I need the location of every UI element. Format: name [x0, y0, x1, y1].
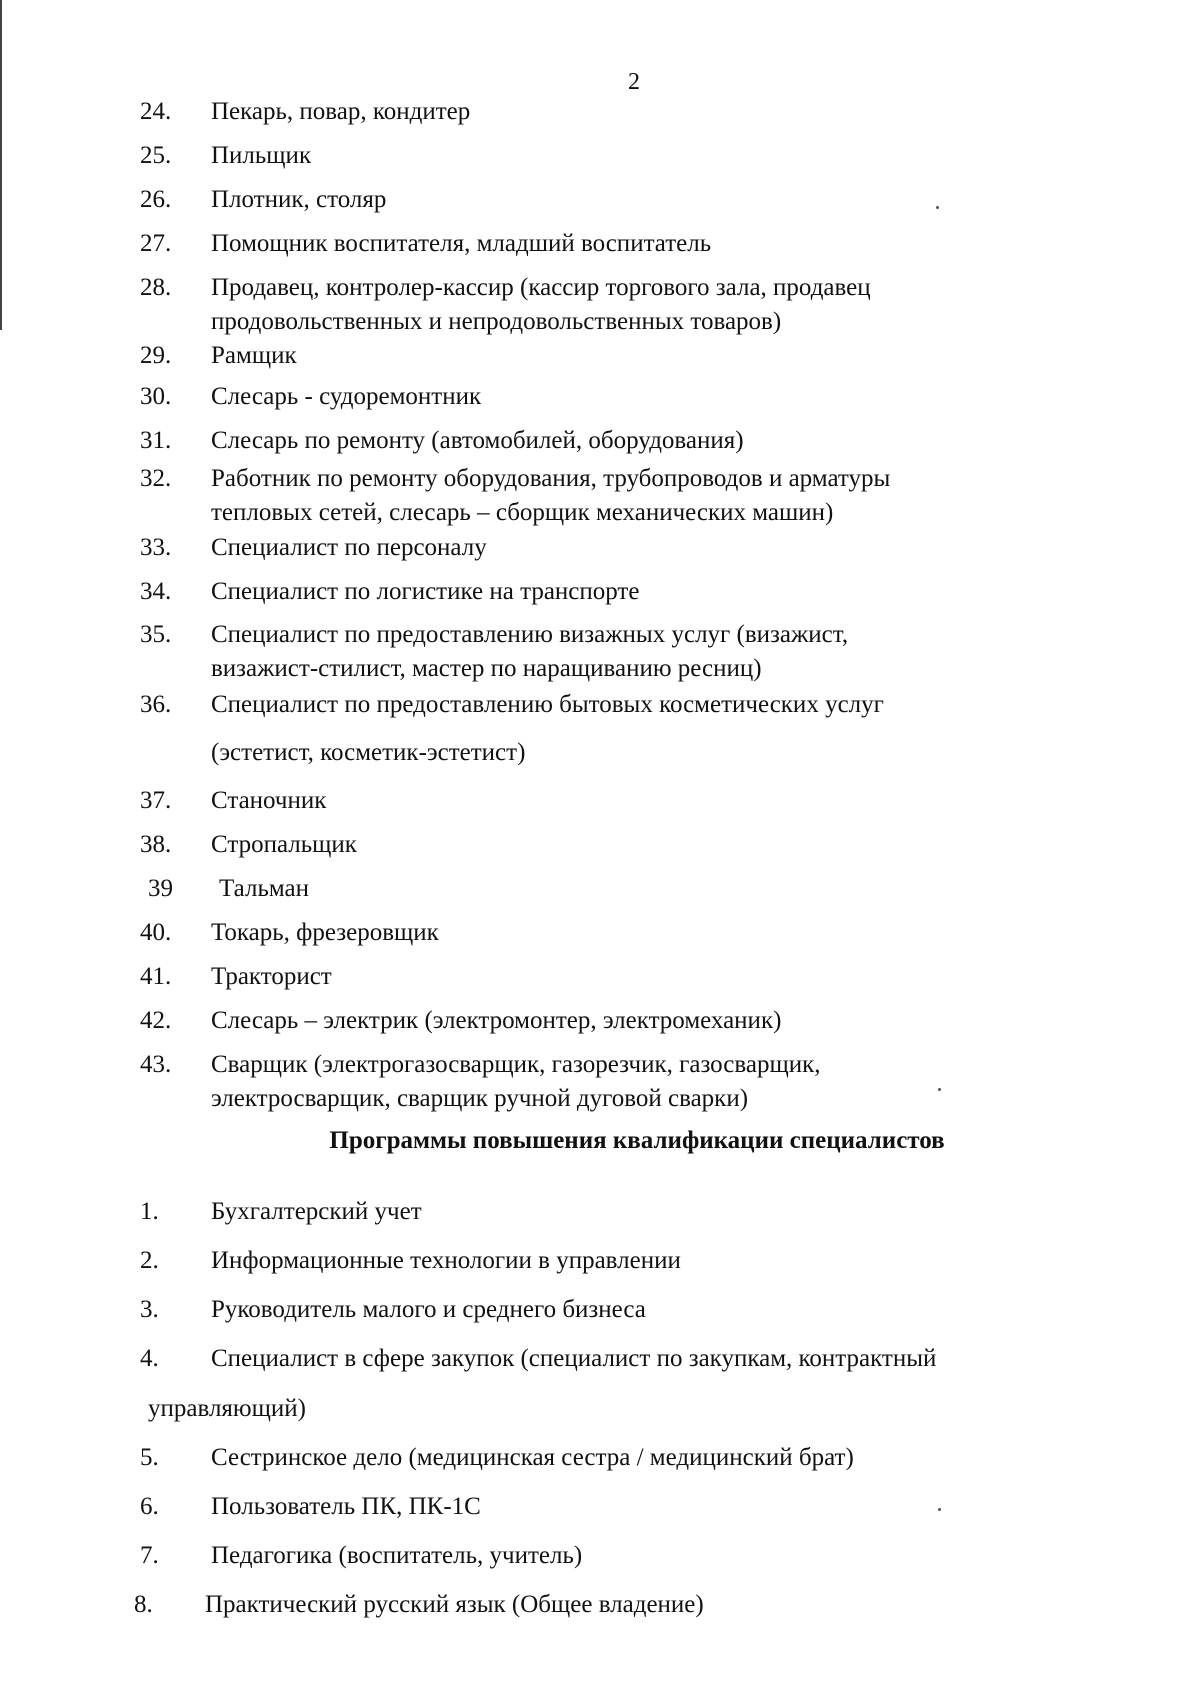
list-item-number: 29. [140, 342, 172, 369]
list-item-text [211, 462, 890, 530]
list-item-text [211, 828, 357, 862]
list-item [140, 1195, 422, 1229]
list-item [140, 95, 470, 129]
list-item [140, 618, 848, 686]
list-item-text [211, 339, 297, 373]
list-item-text [219, 872, 309, 906]
list-item-line: тепловых сетей, слесарь – сборщик механических машин) [211, 499, 834, 526]
list-item-number: 33. [140, 534, 172, 561]
list-item [140, 828, 357, 862]
list-item-line: визажист-стилист, мастер по наращиванию ресниц) [211, 655, 762, 682]
scan-speck [938, 1508, 941, 1511]
list-item-number: 40. [140, 919, 172, 946]
list-item-text [211, 531, 487, 565]
list-item-line: Пользователь ПК, ПК-1С [211, 1493, 481, 1520]
list-item-number: 37. [140, 787, 172, 814]
list-item-number: 30. [140, 383, 172, 410]
list-item-line: продовольственных и непродовольственных товаров) [211, 308, 782, 335]
list-item-line: Пильщик [211, 142, 312, 169]
list-item-text [211, 1293, 646, 1327]
list-item-number: 31. [140, 427, 172, 454]
list-item-number: 5. [140, 1444, 159, 1471]
list-item-text [211, 424, 744, 458]
list-item [140, 575, 639, 609]
list-item [140, 531, 487, 565]
list-item [140, 916, 439, 950]
list-item-number: 25. [140, 142, 172, 169]
list-item-text [211, 1441, 854, 1475]
list-item-text [211, 183, 386, 217]
list-item-text [211, 1342, 936, 1376]
list-item-line: Работник по ремонту оборудования, трубопроводов и арматуры [211, 465, 891, 492]
list-item-text [211, 1048, 821, 1116]
list-item [140, 1244, 681, 1278]
list-item-number: 7. [140, 1542, 159, 1569]
list-item [140, 339, 297, 373]
list-item-line: Стропальщик [211, 831, 357, 858]
list-item-text [211, 227, 711, 261]
list-item-line: Сварщик (электрогазосварщик, газорезчик, газосварщик, [211, 1051, 821, 1078]
list-item [140, 424, 744, 458]
list-item [140, 227, 711, 261]
list-item-number: 24. [140, 98, 172, 125]
list-item-line: Практический русский язык (Общее владение) [205, 1591, 704, 1618]
list-item [140, 462, 890, 530]
list-item-line: (эстетист, косметик-эстетист) [211, 739, 526, 766]
list-item [140, 784, 326, 818]
list-item [134, 1588, 704, 1622]
list-item-number: 8. [134, 1591, 153, 1618]
list-item-number: 41. [140, 963, 172, 990]
list-item-number: 28. [140, 274, 172, 301]
scan-speck [938, 1088, 941, 1091]
list-item-text [211, 1490, 481, 1524]
list-item-text [205, 1588, 704, 1622]
list-item [140, 380, 481, 414]
list-item-number: 35. [140, 621, 172, 648]
list-item-text [211, 575, 639, 609]
list-item [140, 183, 386, 217]
scan-edge-mark [0, 0, 2, 330]
list-item-number: 38. [140, 831, 172, 858]
list-item-text [211, 271, 871, 339]
list-item-number: 6. [140, 1493, 159, 1520]
list-item-line: Бухгалтерский учет [211, 1198, 422, 1225]
list-item-line: Слесарь - судоремонтник [211, 383, 482, 410]
list-item-line: Продавец, контролер-кассир (кассир торгового зала, продавец [211, 274, 871, 301]
list-item [140, 1004, 781, 1038]
list-item-text [211, 1195, 422, 1229]
list-item-text [211, 1244, 681, 1278]
list-item [140, 1441, 854, 1475]
scan-speck [936, 206, 939, 209]
list-item-number: 39 [148, 875, 173, 902]
list-item-line: Пекарь, повар, кондитер [211, 98, 471, 125]
list-item-line: Тракторист [211, 963, 332, 990]
list-item [140, 736, 525, 770]
list-item-text [211, 688, 884, 722]
list-item-line: Станочник [211, 787, 327, 814]
list-item [140, 688, 884, 722]
list-item-text [211, 960, 332, 994]
list-item-number: 3. [140, 1296, 159, 1323]
list-item-text [211, 95, 470, 129]
list-item-number: 27. [140, 230, 172, 257]
list-item-line: Руководитель малого и среднего бизнеса [211, 1296, 646, 1323]
list-item-line: Специалист по предоставлению бытовых косметических услуг [211, 691, 884, 718]
list-item-text [211, 139, 311, 173]
list-item-number: 34. [140, 578, 172, 605]
list-item-line: Токарь, фрезеровщик [211, 919, 439, 946]
list-item-number: 1. [140, 1198, 159, 1225]
list-item-number: 42. [140, 1007, 172, 1034]
list-item-number: 32. [140, 465, 172, 492]
list-item-text [211, 916, 439, 950]
list-item-text [211, 380, 481, 414]
list-item-line: Тальман [219, 875, 309, 902]
list-item-number: 43. [140, 1051, 172, 1078]
list-item-number: 4. [140, 1345, 159, 1372]
list-item-line: электросварщик, сварщик ручной дуговой сварки) [211, 1085, 749, 1112]
page-number: 2 [628, 69, 640, 95]
list-item-number: 2. [140, 1247, 159, 1274]
list-item-line: Слесарь – электрик (электромонтер, электромеханик) [211, 1007, 782, 1034]
list-item [140, 1293, 646, 1327]
list-item-number: 26. [140, 186, 172, 213]
list-item-line: Слесарь по ремонту (автомобилей, оборудования) [211, 427, 744, 454]
section-heading: Программы повышения квалификации специалистов [329, 1127, 945, 1154]
list-item-line: Педагогика (воспитатель, учитель) [211, 1542, 583, 1569]
list-item [140, 1490, 481, 1524]
list-item [140, 1539, 582, 1573]
list-item-number: 36. [140, 691, 172, 718]
list-item-line: Специалист по персоналу [211, 534, 487, 561]
list-item-line: Специалист по логистике на транспорте [211, 578, 640, 605]
list-item-text [211, 1004, 781, 1038]
list-item [140, 960, 332, 994]
list-item-continuation: управляющий) [148, 1395, 306, 1422]
list-item-text [211, 618, 848, 686]
list-item [140, 271, 871, 339]
list-item-text [211, 784, 326, 818]
list-item-line: Специалист по предоставлению визажных услуг (визажист, [211, 621, 849, 648]
list-item [140, 1048, 821, 1116]
list-item-text [211, 1539, 582, 1573]
list-item-text [211, 736, 525, 770]
list-item [140, 872, 309, 906]
list-item [140, 1342, 936, 1376]
list-item-line: Специалист в сфере закупок (специалист по закупкам, контрактный [211, 1345, 937, 1372]
list-item [140, 139, 311, 173]
list-item-line: Помощник воспитателя, младший воспитатель [211, 230, 712, 257]
list-item-line: Плотник, столяр [211, 186, 387, 213]
list-item-line: Сестринское дело (медицинская сестра / медицинский брат) [211, 1444, 854, 1471]
list-item-line: Информационные технологии в управлении [211, 1247, 681, 1274]
list-item-line: Рамщик [211, 342, 297, 369]
